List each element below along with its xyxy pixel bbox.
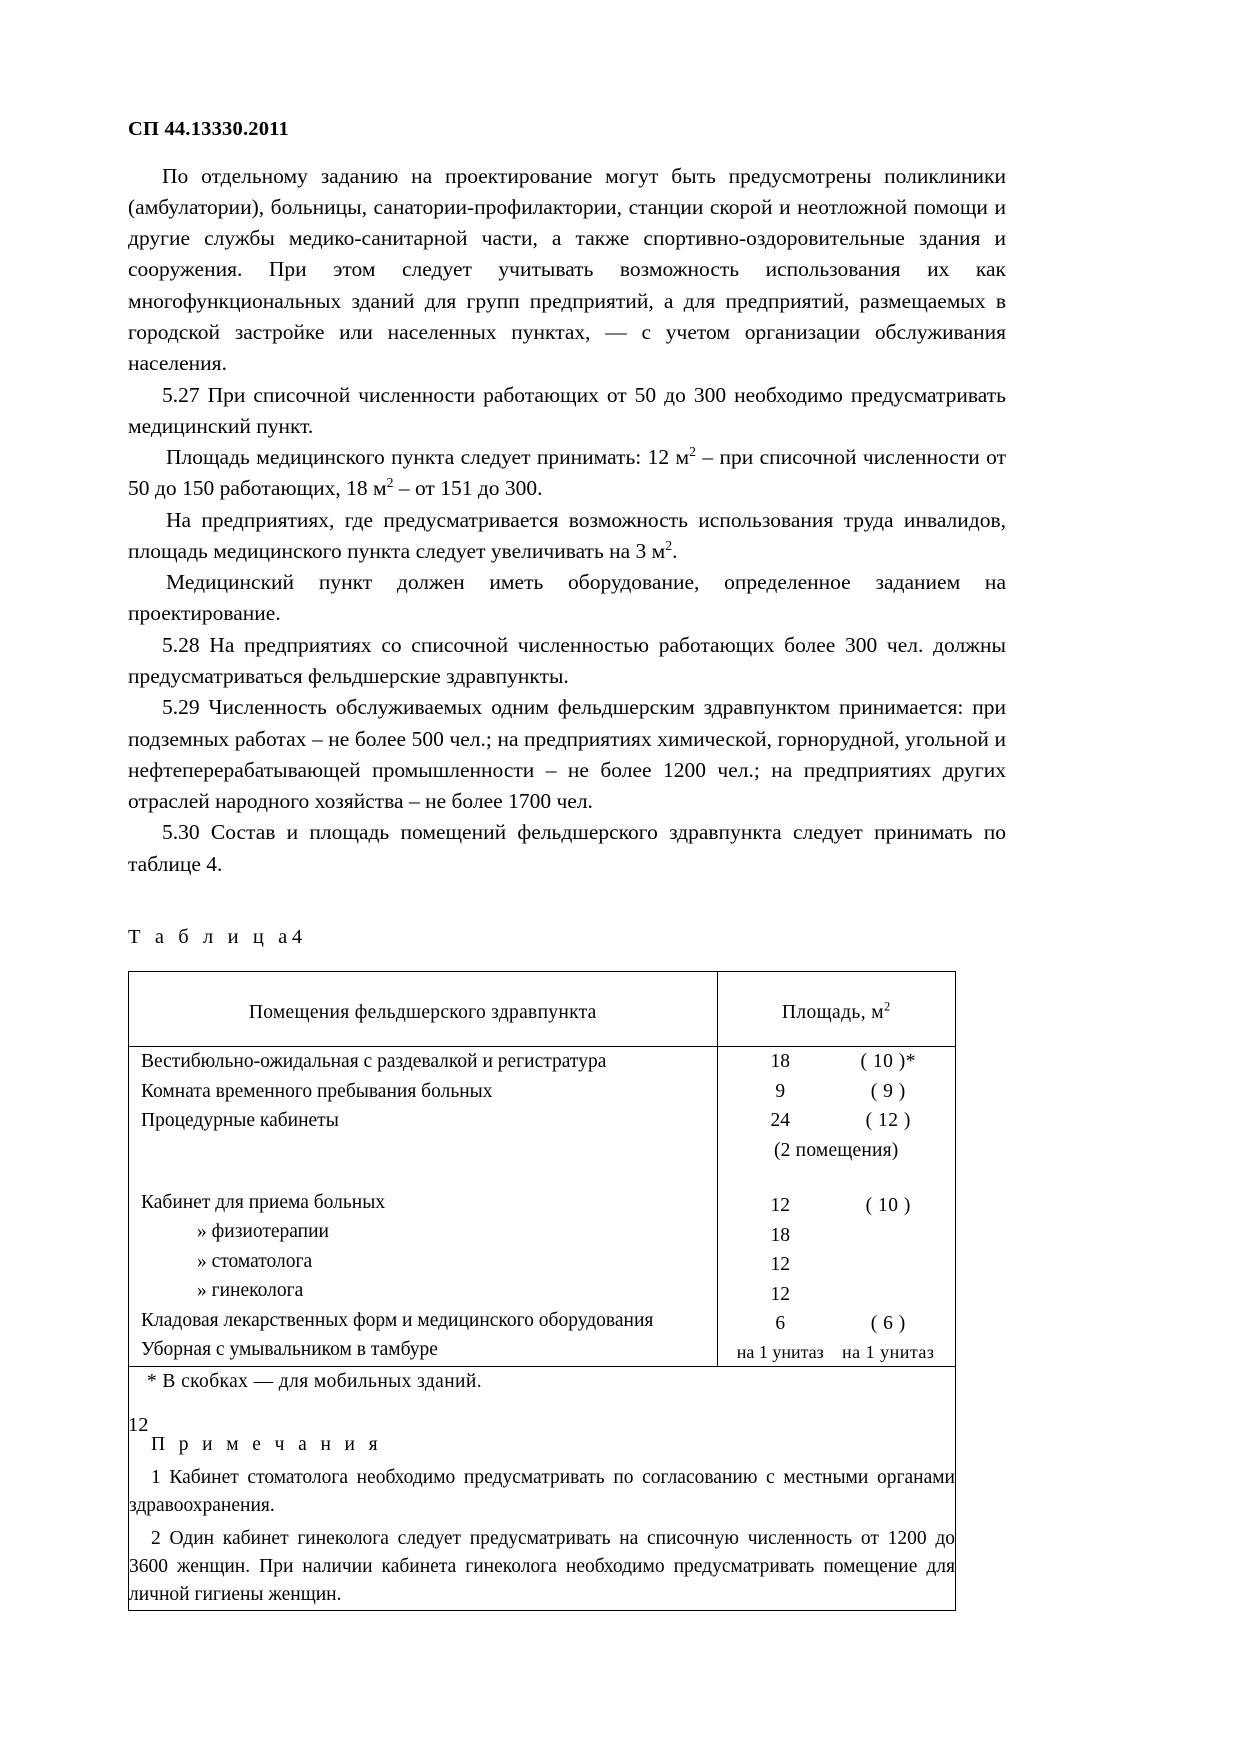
table-notes-row xyxy=(129,1367,955,1610)
table-header-rooms-label: Помещения фельдшерского здравпункта xyxy=(248,1002,597,1024)
table-row-values xyxy=(718,1221,956,1251)
table-rooms-cell xyxy=(129,1047,717,1367)
table-row-values xyxy=(718,1047,956,1077)
paragraph-5-30: 5.30 Состав и площадь помещений фельдшерского здравпункта следует принимать по таблице 4. xyxy=(128,820,1006,876)
table-notes-cell xyxy=(129,1367,955,1610)
table-footnote: * В скобках — для мобильных зданий. xyxy=(147,1371,482,1393)
table-caption-number: 4 xyxy=(291,926,303,949)
row-spacer xyxy=(718,1165,956,1191)
table-row: Вестибюльно-ожидальная с раздевалкой и регистратура xyxy=(141,1051,607,1073)
table-caption-label: Т а б л и ц а xyxy=(128,926,292,949)
table-header-area-label: Площадь, м xyxy=(781,1002,884,1024)
table-row-values xyxy=(718,1077,956,1107)
table-row-values xyxy=(718,1106,956,1136)
superscript-two: 2 xyxy=(884,999,891,1014)
paragraph-equipment: Медицинский пункт должен иметь оборудование, определенное заданием на проектирование. xyxy=(128,570,1006,626)
area-mid: – при списочной численности от 50 до 150 работающих, 18 м xyxy=(128,445,1006,501)
table-row-values xyxy=(718,1309,956,1339)
running-head: СП 44.13330.2011 xyxy=(128,118,289,140)
table-body-row xyxy=(129,1047,955,1367)
table-row-values xyxy=(718,1191,956,1221)
area-value-mobile: ( 10 )* xyxy=(860,1051,916,1073)
superscript-two: 2 xyxy=(386,475,394,491)
table-row: Комната временного пребывания больных xyxy=(141,1080,493,1102)
table-header-row xyxy=(129,972,955,1047)
table-row-values xyxy=(718,1339,956,1366)
table-row-note: (2 помещения) xyxy=(773,1139,899,1161)
area-value-mobile: ( 12 ) xyxy=(865,1110,911,1132)
table-row: Уборная с умывальником в тамбуре xyxy=(141,1339,438,1361)
area-lead: Площадь медицинского пункта следует принимать: 12 м xyxy=(166,445,690,470)
area-value: 9 xyxy=(775,1080,786,1102)
paragraph-5-29: 5.29 Численность обслуживаемых одним фельдшерским здравпунктом принимается: при подземных работах – не более 500 чел.; на предприятиях химической, горнорудной, угольной и нефтеперерабатывающей промышленности – не более 1200 чел.; на предприятиях других отраслей народного хозяйства – не более 1700 чел. xyxy=(128,695,1006,814)
note-item: 1 Кабинет стоматолога необходимо предусматривать по согласованию с местными органами здравоохранения. xyxy=(129,1466,955,1517)
row-spacer xyxy=(141,1136,717,1162)
area-value: 12 xyxy=(770,1195,790,1217)
area-value: 18 xyxy=(770,1224,790,1246)
paragraph-invalids xyxy=(128,505,1006,568)
area-value: 12 xyxy=(770,1254,790,1276)
table-row: » стоматолога xyxy=(197,1250,313,1272)
body-text xyxy=(128,161,1006,880)
area-value-mobile xyxy=(832,1221,944,1251)
table-4 xyxy=(128,971,956,1611)
area-value: 6 xyxy=(775,1313,786,1335)
table-header-area xyxy=(717,972,955,1047)
table-row: Кладовая лекарственных форм и медицинского оборудования xyxy=(141,1309,654,1331)
table-row: Процедурные кабинеты xyxy=(141,1110,339,1132)
paragraph-intro: По отдельному заданию на проектирование могут быть предусмотрены поликлиники (амбулатории), больницы, санатории-профилактории, станции скорой и неотложной помощи и другие службы медико-санитарной части, а также спортивно-оздоровительные здания и сооружения. При этом следует учитывать возможность использования их как многофункциональных зданий для групп предприятий, а для предприятий, размещаемых в городской застройке или населенных пунктах, — с учетом организации обслуживания населения. xyxy=(128,163,1006,376)
area-value-mobile: ( 10 ) xyxy=(865,1195,911,1217)
table-row: Кабинет для приема больных xyxy=(141,1191,386,1213)
area-value: 24 xyxy=(770,1110,790,1132)
superscript-two: 2 xyxy=(689,443,696,459)
area-value: на 1 унитаз xyxy=(736,1341,824,1362)
table-row: » физиотерапии xyxy=(197,1221,329,1243)
table-area-cell xyxy=(717,1047,955,1367)
invalids-lead: На предприятиях, где предусматривается возможность использования труда инвалидов, площадь медицинского пункта следует увеличивать на 3 м xyxy=(128,507,1006,563)
area-value-mobile: на 1 унитаз xyxy=(841,1341,935,1362)
notes-heading: П р и м е ч а н и я xyxy=(151,1434,383,1456)
area-value-mobile xyxy=(832,1250,944,1280)
page-content xyxy=(128,0,1006,1611)
area-value: 12 xyxy=(770,1283,790,1305)
paragraph-5-28: 5.28 На предприятиях со списочной численностью работающих более 300 чел. должны предусматриваться фельдшерские здравпункты. xyxy=(128,632,1006,689)
area-value: 18 xyxy=(770,1051,790,1073)
row-spacer xyxy=(141,1162,717,1188)
area-tail: – от 151 до 300. xyxy=(393,476,543,501)
area-value-mobile: ( 9 ) xyxy=(870,1080,906,1102)
paragraph-5-27: 5.27 При списочной численности работающих от 50 до 300 необходимо предусматривать медицинский пункт. xyxy=(128,382,1006,438)
superscript-two: 2 xyxy=(665,537,673,553)
note-item: 2 Один кабинет гинеколога следует предусматривать на списочную численность от 1200 до 3600 женщин. При наличии кабинета гинеколога необходимо предусматривать помещение для личной гигиены женщин. xyxy=(129,1527,955,1606)
page-number: 12 xyxy=(128,1414,149,1436)
table-row-values xyxy=(718,1280,956,1310)
invalids-tail: . xyxy=(672,538,678,563)
table-header-rooms xyxy=(129,972,717,1047)
area-value-mobile: ( 6 ) xyxy=(870,1313,906,1335)
area-value-mobile xyxy=(832,1280,944,1310)
paragraph-area-medpunkt xyxy=(128,442,1006,505)
table-row: » гинеколога xyxy=(197,1280,304,1302)
table-caption xyxy=(128,926,1006,949)
table-row-values xyxy=(718,1250,956,1280)
